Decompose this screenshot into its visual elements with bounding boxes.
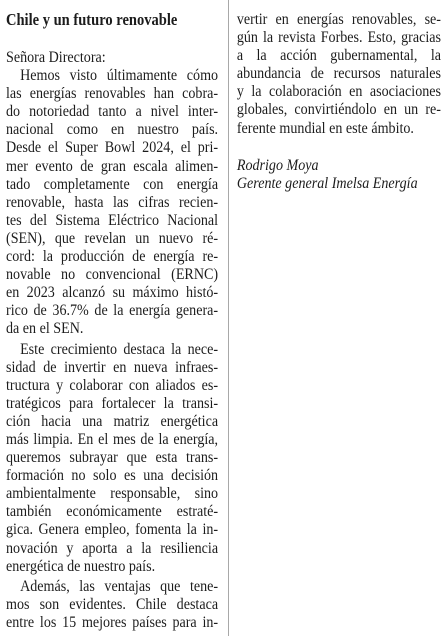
text-line: Desde el Super Bowl 2024, el pri- [6,139,219,157]
text-line: vertir en energías renovables, se- [236,11,441,28]
text-line: en 2023 alcanzó su máximo histó- [6,284,219,302]
signature-name: Rodrigo Moya [236,156,319,174]
text-line: renovable, hasta las cifras recien- [6,193,219,211]
text-line: ambientalmente responsable, sino [6,485,219,503]
text-line: tructura y colaborar con aliados es- [6,376,219,394]
text-line: ción hacia una matriz energética [6,412,219,430]
letter-title: Chile y un futuro renovable [6,10,178,29]
text-line: queremos subrayar que esta trans- [6,449,219,467]
text-line: nacional como en nuestro país. [6,121,219,139]
text-line: novable no convencional (ERNC) [6,266,219,284]
text-line: cord: la producción de energía re- [6,248,219,266]
text-line: abundancia de recursos naturales [236,65,441,83]
salutation: Señora Directora: [6,49,106,66]
text-line: rico de 36.7% de la energía genera- [6,302,219,320]
text-line: formación no solo es una decisión [6,467,219,485]
text-line: Además, las ventajas que tene- [20,577,219,595]
paragraph [6,578,218,632]
paragraph [6,341,218,576]
text-line: novación y aporta a la resiliencia [6,539,219,557]
text-line: a la acción gubernamental, la [236,47,441,65]
text-line: Este crecimiento destaca la nece- [20,340,219,358]
text-line: sidad de invertir en nueva infraes- [6,358,219,376]
column-left [6,0,218,632]
text-line: tes del Sistema Eléctrico Nacional [6,211,219,229]
text-line: Hemos visto últimamente cómo [20,67,219,85]
signature [237,157,441,193]
paragraph [6,67,218,338]
text-line: energética de nuestro país. [6,557,156,575]
text-line: globales, convirtiéndolo en un re- [236,101,441,119]
text-line: gica. Genera empleo, fomenta la in- [6,521,219,539]
text-line: mos son evidentes. Chile destaca [6,595,219,613]
signature-role: Gerente general Imelsa Energía [236,175,418,193]
paragraph-continuation [237,11,441,138]
text-line: do notoriedad tanto a nivel inter- [6,103,219,121]
text-line: gún la revista Forbes. Esto, gracias [236,29,441,47]
text-line: más limpia. En el mes de la energía, [6,430,219,448]
column-right [237,0,441,193]
text-line: entre los 15 mejores países para in- [6,613,219,631]
text-line: tado completamente con energía [6,175,219,193]
text-line: (SEN), que revelan un nuevo ré- [6,229,219,247]
text-line: ferente mundial en este ámbito. [236,119,414,137]
text-line: y la colaboración en asociaciones [236,83,441,101]
text-line: las energías renovables han cobra- [6,85,219,103]
text-line: también económicamente estraté- [6,503,219,521]
text-line: mer evento de gran escala alimen- [6,157,219,175]
text-line: tratégicos para fortalecer la transi- [6,394,219,412]
text-line: da en el SEN. [6,320,84,338]
column-rule [228,0,229,636]
